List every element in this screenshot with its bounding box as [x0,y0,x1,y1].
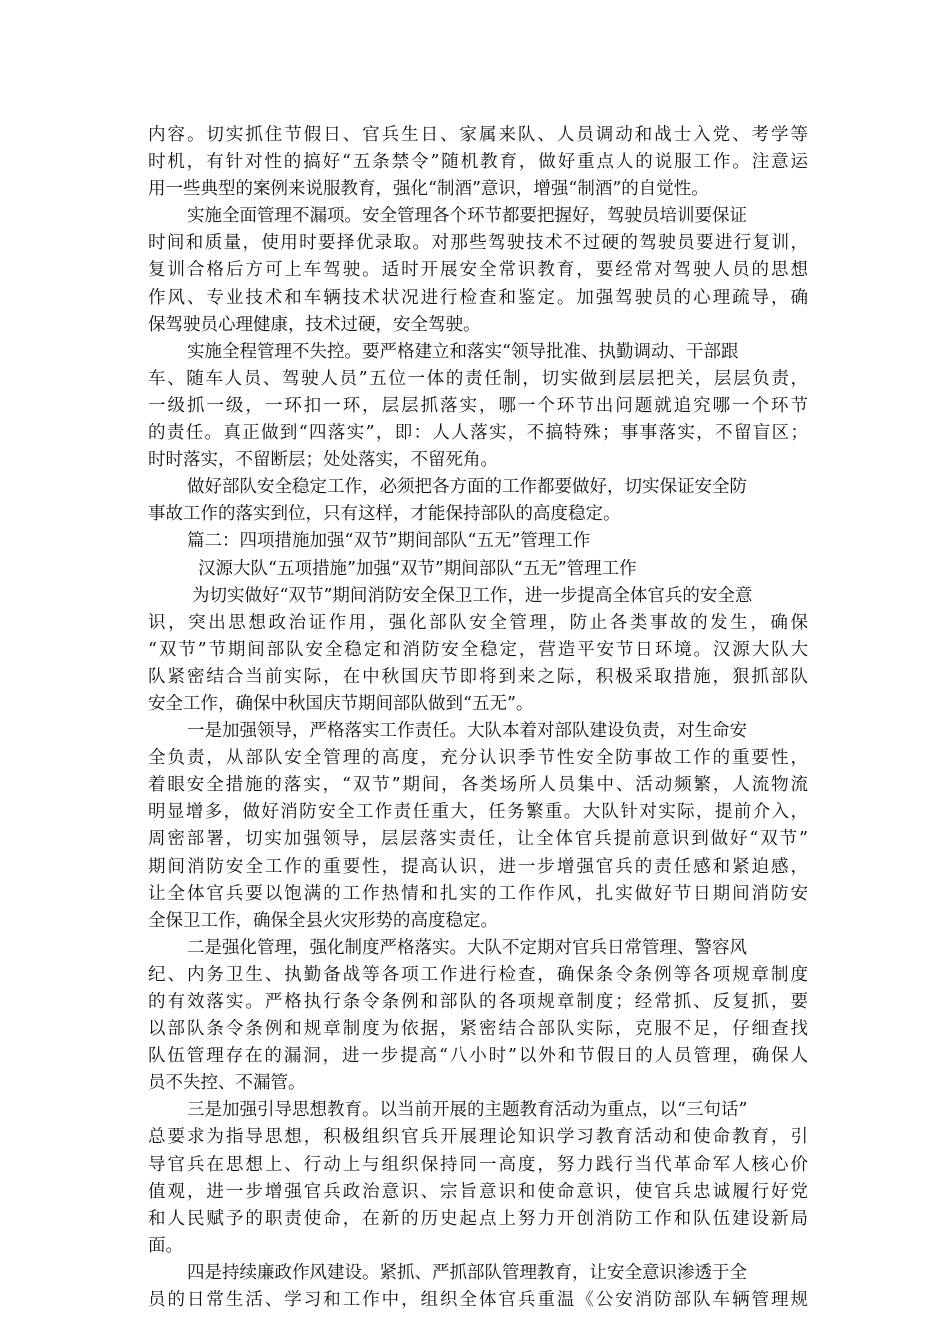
text-line: 二是强化管理，强化制度严格落实。大队不定期对官兵日常管理、警容风 [187,937,747,958]
text-line: 着眼安全措施的落实，“双节”期间，各类场所人员集中、活动频繁，人流物流 [148,775,808,796]
text-line: 时机，有针对性的搞好“五条禁令”随机教育，做好重点人的说服工作。注意运 [148,152,808,173]
text-line: 全保卫工作，确保全县火灾形势的高度稳定。 [148,910,498,931]
text-line: 时时落实，不留断层；处处落实，不留死角。 [148,450,498,471]
text-line: 实施全面管理不漏项。安全管理各个环节都要把握好，驾驶员培训要保证 [187,206,747,227]
text-line: 汉源大队“五项措施”加强“双节”期间部队“五无”管理工作 [198,558,637,579]
text-line: 值观，进一步增强官兵政治意识、宗旨意识和使命意识，使官兵忠诚履行好党 [148,1181,808,1202]
text-line: 车、随车人员、驾驶人员”五位一体的责任制，切实做到层层把关，层层负责， [148,368,808,389]
text-line: 一是加强领导，严格落实工作责任。大队本着对部队建设负责，对生命安 [187,721,747,742]
text-line: 队紧密结合当前实际，在中秋国庆节即将到来之际，积极采取措施，狠抓部队 [148,666,808,687]
text-line: 四是持续廉政作风建设。紧抓、严抓部队管理教育，让安全意识渗透于全 [187,1262,747,1283]
text-line: 全负责，从部队安全管理的高度，充分认识季节性安全防事故工作的重要性， [148,748,808,769]
text-line: 让全体官兵要以饱满的工作热情和扎实的工作作风，扎实做好节日期间消防安 [148,883,808,904]
text-line: 员不失控、不漏管。 [148,1073,306,1094]
text-line: 作风、专业技术和车辆技术状况进行检查和鉴定。加强驾驶员的心理疏导，确 [148,287,808,308]
text-line: 导官兵在思想上、行动上与组织保持同一高度，努力践行当代革命军人核心价 [148,1154,808,1175]
text-line: 总要求为指导思想，积极组织官兵开展理论知识学习教育活动和使命教育，引 [148,1127,808,1148]
text-line: 以部队条令条例和规章制度为依据，紧密结合部队实际，克服不足，仔细查找 [148,1019,808,1040]
text-line: 的责任。真正做到“四落实”，即：人人落实，不搞特殊；事事落实，不留盲区； [148,423,808,444]
text-line: 保驾驶员心理健康，技术过硬，安全驾驶。 [148,314,481,335]
text-line: 周密部署，切实加强领导，层层落实责任，让全体官兵提前意识到做好“双节” [148,829,808,850]
text-line: 期间消防安全工作的重要性，提高认识，进一步增强官兵的责任感和紧迫感， [148,856,808,877]
text-line: 员的日常生活、学习和工作中，组织全体官兵重温《公安消防部队车辆管理规 [148,1290,808,1311]
text-line: 用一些典型的案例来说服教育，强化“制酒”意识，增强“制酒”的自觉性。 [148,179,709,200]
text-line: 安全工作，确保中秋国庆节期间部队做到“五无”。 [148,693,534,714]
text-line: 内容。切实抓住节假日、官兵生日、家属来队、人员调动和战士入党、考学等 [148,125,808,145]
text-line: 一级抓一级，一环扣一环，层层抓落实，哪一个环节出问题就追究哪一个环节 [148,395,808,416]
text-line: 面。 [148,1235,183,1256]
text-line: 事故工作的落实到位，只有这样，才能保持部队的高度稳定。 [148,504,621,525]
text-line: 的有效落实。严格执行条令条例和部队的各项规章制度；经常抓、反复抓，要 [148,992,808,1012]
text-line: 复训合格后方可上车驾驶。适时开展安全常识教育，要经常对驾驶人员的思想 [148,260,808,281]
text-line: 和人民赋予的职责使命，在新的历史起点上努力开创消防工作和队伍建设新局 [148,1208,808,1229]
text-line: 篇二：四项措施加强“双节”期间部队“五无”管理工作 [187,531,591,552]
text-line: 队伍管理存在的漏洞，进一步提高“八小时”以外和节假日的人员管理，确保人 [148,1046,808,1067]
text-line: 明显增多，做好消防安全工作责任重大，任务繁重。大队针对实际，提前介入， [148,802,808,823]
text-line: 做好部队安全稳定工作，必须把各方面的工作都要做好，切实保证安全防 [187,477,747,498]
text-line: 三是加强引导思想教育。以当前开展的主题教育活动为重点，以“三句话” [187,1100,748,1121]
text-line: “双节”节期间部队安全稳定和消防安全稳定，营造平安节日环境。汉源大队大 [148,639,808,660]
text-line: 时间和质量，使用时要择优录取。对那些驾驶技术不过硬的驾驶员要进行复训， [148,233,808,254]
text-line: 实施全程管理不失控。要严格建立和落实“领导批准、执勤调动、干部跟 [187,341,739,362]
text-line: 识，突出思想政治证作用，强化部队安全管理，防止各类事故的发生，确保 [148,612,808,633]
text-line: 为切实做好“双节”期间消防安全保卫工作，进一步提高全体官兵的安全意 [192,585,753,606]
document-body [148,122,808,1314]
text-line: 纪、内务卫生、执勤备战等各项工作进行检查，确保条令条例等各项规章制度 [148,964,808,985]
